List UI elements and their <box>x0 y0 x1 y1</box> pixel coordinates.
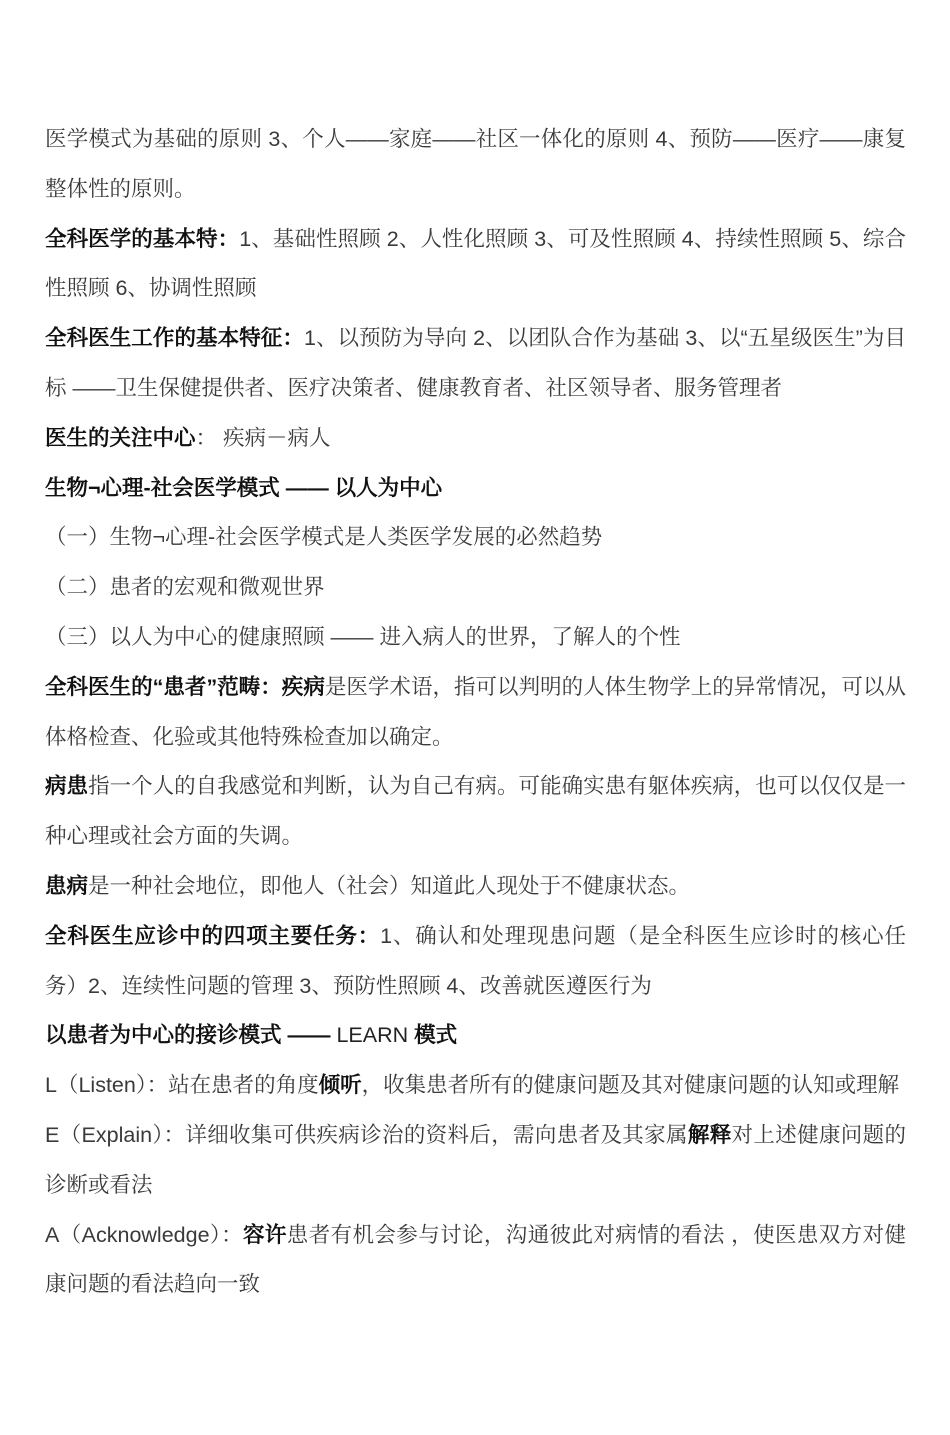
paragraph-heading: 全科医生工作的基本特征： <box>45 326 304 351</box>
paragraph-heading-suffix: 模式 <box>408 1023 458 1048</box>
paragraph-text: 医学模式为基础的原则 3、个人——家庭——社区一体化的原则 4、预防——医疗——康复整体性的原则。 <box>45 127 906 201</box>
emphasis: 倾听 <box>318 1073 362 1098</box>
paragraph-heading: 全科医生的“患者”范畴：疾病 <box>45 674 325 699</box>
paragraph-text: （三）以人为中心的健康照顾 —— 进入病人的世界，了解人的个性 <box>45 624 681 649</box>
paragraph-heading: 以患者为中心的接诊模式 —— <box>45 1023 337 1048</box>
paragraph-learn-explain <box>45 1111 906 1211</box>
paragraph-gp-work-features <box>45 314 906 414</box>
paragraph-focus-center <box>45 414 906 464</box>
learn-acronym: LEARN <box>336 1023 409 1048</box>
paragraph-text: ： 疾病－病人 <box>195 425 331 450</box>
paragraph-text: 是一种社会地位，即他人（社会）知道此人现处于不健康状态。 <box>88 873 691 898</box>
paragraph-learn-model-heading <box>45 1011 906 1061</box>
paragraph-illness <box>45 762 906 862</box>
paragraph-heading: 生物¬心理-社会医学模式 —— 以人为中心 <box>45 475 443 500</box>
paragraph-text: 患者有机会参与讨论，沟通彼此对病情的看法 ，使医患双方对健康问题的看法趋向一致 <box>45 1222 906 1297</box>
paragraph-model-item-1 <box>45 513 906 563</box>
paragraph-four-tasks <box>45 912 906 1012</box>
paragraph-text: L（Listen）：站在患者的角度 <box>45 1073 319 1098</box>
paragraph-text: E（Explain）：详细收集可供疾病诊治的资料后，需向患者及其家属 <box>45 1122 688 1147</box>
paragraph-text: 是医学术语，指可以判明的人体生物学上的异常情况，可以从体格检查、化验或其他特殊检查加以确定。 <box>45 674 906 749</box>
paragraph-principles-continued <box>45 115 906 215</box>
paragraph-text: （二）患者的宏观和微观世界 <box>45 575 325 600</box>
paragraph-medical-model-heading <box>45 464 906 514</box>
paragraph-learn-acknowledge <box>45 1211 906 1311</box>
paragraph-heading: 全科医生应诊中的四项主要任务： <box>45 923 381 948</box>
paragraph-heading: 全科医学的基本特： <box>45 226 240 251</box>
emphasis: 解释 <box>687 1122 732 1147</box>
paragraph-text: 指一个人的自我感觉和判断，认为自己有病。可能确实患有躯体疾病，也可以仅仅是一种心理或社会方面的失调。 <box>45 774 906 849</box>
paragraph-text: （一）生物¬心理-社会医学模式是人类医学发展的必然趋势 <box>45 525 603 550</box>
paragraph-text: 1、确认和处理现患问题（是全科医生应诊时的核心任务）2、连续性问题的管理 3、预防性照顾 4、改善就医遵医行为 <box>45 923 906 998</box>
paragraph-text: 对上述健康问题的诊断或看法 <box>45 1122 906 1197</box>
paragraph-sickness <box>45 862 906 912</box>
paragraph-basic-features <box>45 215 906 315</box>
emphasis: 容许 <box>242 1222 287 1247</box>
paragraph-text: 1、以预防为导向 2、以团队合作为基础 3、以“五星级医生”为目标 ——卫生保健提供者、医疗决策者、健康教育者、社区领导者、服务管理者 <box>45 326 906 400</box>
paragraph-learn-listen <box>45 1061 906 1111</box>
paragraph-heading: 患病 <box>45 873 89 898</box>
document-body <box>45 115 906 1310</box>
paragraph-heading: 医生的关注中心 <box>45 425 196 450</box>
paragraph-heading: 病患 <box>45 774 89 799</box>
paragraph-text: ，收集患者所有的健康问题及其对健康问题的认知或理解 <box>361 1073 900 1098</box>
paragraph-text: 1、基础性照顾 2、人性化照顾 3、可及性照顾 4、持续性照顾 5、综合性照顾 6、协调性照顾 <box>45 226 906 301</box>
paragraph-model-item-3 <box>45 613 906 663</box>
paragraph-text: A（Acknowledge）： <box>45 1222 243 1247</box>
paragraph-patient-category <box>45 663 906 763</box>
paragraph-model-item-2 <box>45 563 906 613</box>
